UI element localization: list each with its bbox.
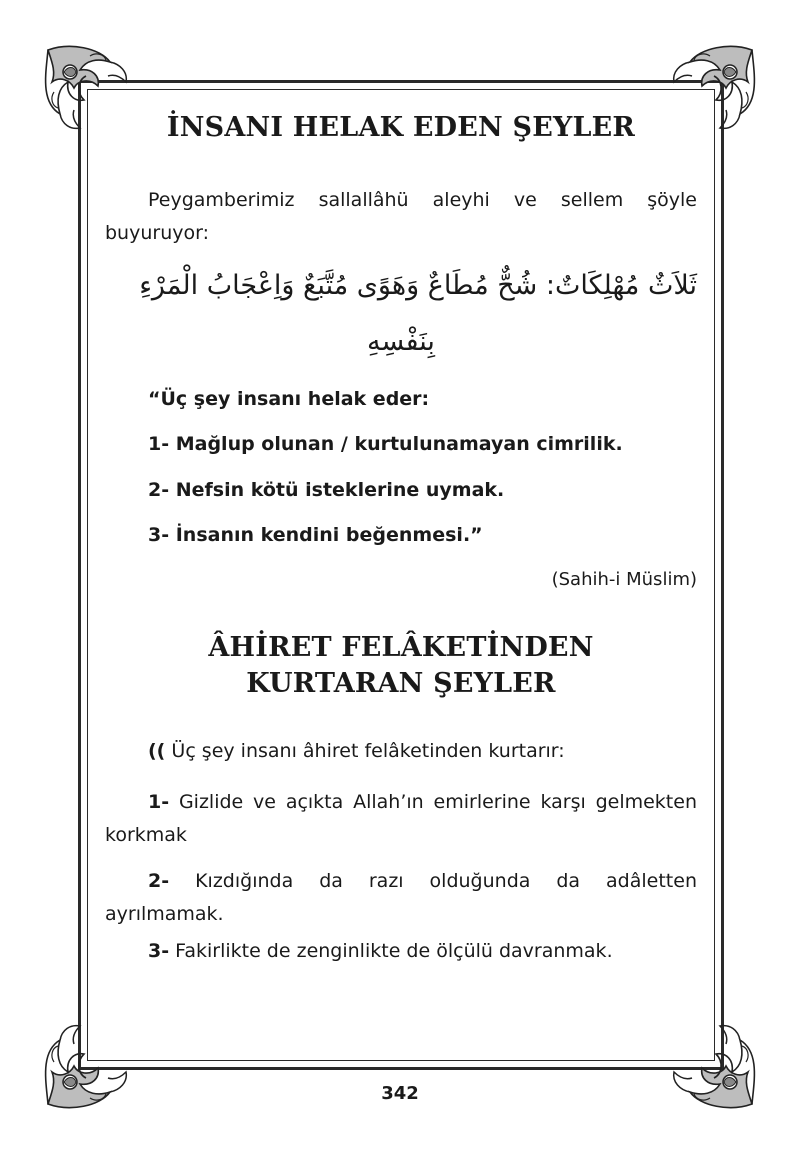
item-text: Fakirlikte de zenginlikte de ölçülü davranmak. [169, 940, 613, 962]
item-text: Kızdığında da razı olduğunda da adâletten ayrılmamak. [105, 870, 697, 925]
item-number: 3- [148, 940, 170, 962]
hadith-2-item [105, 865, 697, 931]
hadith-2-item [105, 935, 697, 968]
quote-mark: (( [148, 740, 166, 762]
page-number: 342 [381, 1083, 419, 1104]
hadith-1-item: 2- Nefsin kötü isteklerine uymak. [148, 479, 505, 501]
section-heading-1: İNSANI HELAK EDEN ŞEYLER [166, 112, 636, 143]
hadith-2-lead-text: Üç şey insanı âhiret felâketinden kurtarır: [165, 740, 565, 762]
hadith-1-item: 3- İnsanın kendini beğenmesi.” [148, 524, 483, 546]
hadith-1-source: (Sahih-i Müslim) [551, 569, 697, 590]
hadith-2-lead [105, 735, 697, 768]
section-heading-2-line-2: KURTARAN ŞEYLER [246, 668, 556, 699]
hadith-1-lead: “Üç şey insanı helak eder: [148, 388, 430, 410]
hadith-2-item [105, 786, 697, 852]
item-text: Gizlide ve açıkta Allah’ın emirlerine karşı gelmekten korkmak [105, 791, 697, 846]
hadith-1-item: 1- Mağlup olunan / kurtulunamayan cimrilik. [148, 433, 623, 455]
arabic-hadith-line-2: بِنَفْسِهِ [367, 326, 435, 357]
section-heading-2-line-1: ÂHİRET FELÂKETİNDEN [208, 632, 594, 663]
item-number: 1- [148, 791, 170, 813]
intro-paragraph: Peygamberimiz sallallâhü aleyhi ve sellem şöyle buyuruyor: [105, 189, 697, 244]
item-number: 2- [148, 870, 170, 892]
arabic-hadith-line-1: ثَلاَثٌ مُهْلِكَاتٌ: شُحٌّ مُطَاعٌ وَهَوًى مُتَّبَعٌ وَاِعْجَابُ الْمَرْءِ [139, 270, 697, 301]
